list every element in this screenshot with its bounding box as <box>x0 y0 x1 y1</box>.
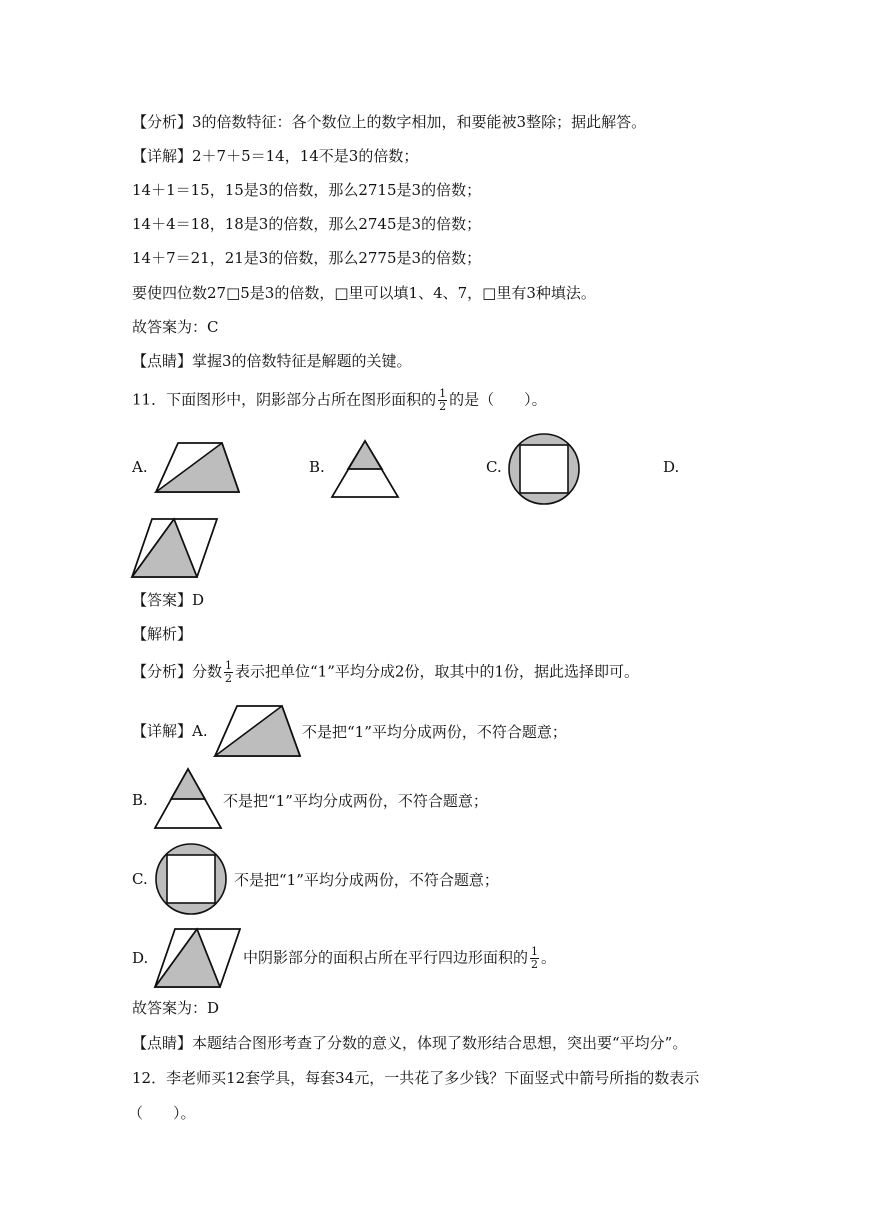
q11-comment: 【点睛】本题结合图形考查了分数的意义，体现了数形结合思想，突出要“平均分”。 <box>132 1034 688 1052</box>
detail-d-label: D. <box>132 949 149 967</box>
detail-b-triangle-figure <box>154 768 224 830</box>
fraction-denominator: 2 <box>439 400 447 413</box>
detail-c-circle-square-figure <box>154 842 228 916</box>
q11-answer-2: 故答案为：D <box>132 999 220 1017</box>
q11-analysis-pre: 【分析】分数 <box>132 662 223 681</box>
detail-d-text <box>243 946 556 971</box>
q10-analysis: 【分析】3的倍数特征：各个数位上的数字相加，和要能被3整除；据此解答。 <box>132 113 647 131</box>
q12-stem-line2: （ ）。 <box>128 1104 196 1122</box>
option-a-label: A. <box>132 458 148 476</box>
q11-answer: 【答案】D <box>132 591 205 609</box>
q10-detail-2: 14＋1＝15，15是3的倍数，那么2715是3的倍数； <box>132 181 482 199</box>
q11-analysis-post: 表示把单位“1”平均分成2份，取其中的1份，据此选择即可。 <box>235 662 639 681</box>
q10-comment: 【点睛】掌握3的倍数特征是解题的关键。 <box>132 352 412 370</box>
fraction-numerator: 1 <box>531 945 539 958</box>
option-c-circle-square-figure <box>507 432 581 506</box>
fraction-denominator: 2 <box>531 958 539 971</box>
option-d-label: D. <box>663 458 680 476</box>
q11-jiexi-heading: 【解析】 <box>132 625 193 643</box>
q10-detail-1: 【详解】2＋7＋5＝14，14不是3的倍数； <box>132 147 419 165</box>
option-b-label: B. <box>309 458 325 476</box>
detail-b-label: B. <box>132 791 148 809</box>
fraction-one-half <box>438 388 447 413</box>
q12-stem-line1: 12．李老师买12套学具，每套34元，一共花了多少钱？下面竖式中箭号所指的数表示 <box>132 1069 700 1087</box>
detail-a-text: 不是把“1”平均分成两份，不符合题意； <box>302 723 567 741</box>
fraction-one-half <box>224 660 233 685</box>
detail-d-pre: 中阴影部分的面积占所在平行四边形面积的 <box>243 948 529 967</box>
q10-detail-5: 要使四位数27□5是3的倍数，□里可以填1、4、7，□里有3种填法。 <box>132 284 596 302</box>
fraction-denominator: 2 <box>225 672 233 685</box>
option-c-label: C. <box>486 458 502 476</box>
detail-a-trapezoid-figure <box>214 704 302 758</box>
detail-c-label: C. <box>132 870 148 888</box>
q10-detail-4: 14＋7＝21，21是3的倍数，那么2775是3的倍数； <box>132 249 482 267</box>
detail-b-text: 不是把“1”平均分成两份，不符合题意； <box>223 792 488 810</box>
detail-a-label: 【详解】A. <box>132 722 208 740</box>
option-b-triangle-figure <box>331 439 401 499</box>
option-d-parallelogram-figure <box>131 518 221 580</box>
q11-stem <box>132 388 547 413</box>
q11-stem-post: 的是（ ）。 <box>449 390 547 409</box>
q10-detail-3: 14＋4＝18，18是3的倍数，那么2745是3的倍数； <box>132 215 482 233</box>
fraction-numerator: 1 <box>439 387 447 400</box>
detail-c-text: 不是把“1”平均分成两份，不符合题意； <box>234 871 499 889</box>
q10-answer: 故答案为：C <box>132 318 219 336</box>
fraction-numerator: 1 <box>225 659 233 672</box>
detail-d-post: 。 <box>541 948 557 967</box>
q11-stem-pre: 11．下面图形中，阴影部分占所在图形面积的 <box>132 390 437 409</box>
fraction-one-half <box>530 946 539 971</box>
q11-analysis <box>132 660 639 685</box>
option-a-trapezoid-figure <box>155 441 241 494</box>
detail-d-parallelogram-figure <box>154 928 244 990</box>
